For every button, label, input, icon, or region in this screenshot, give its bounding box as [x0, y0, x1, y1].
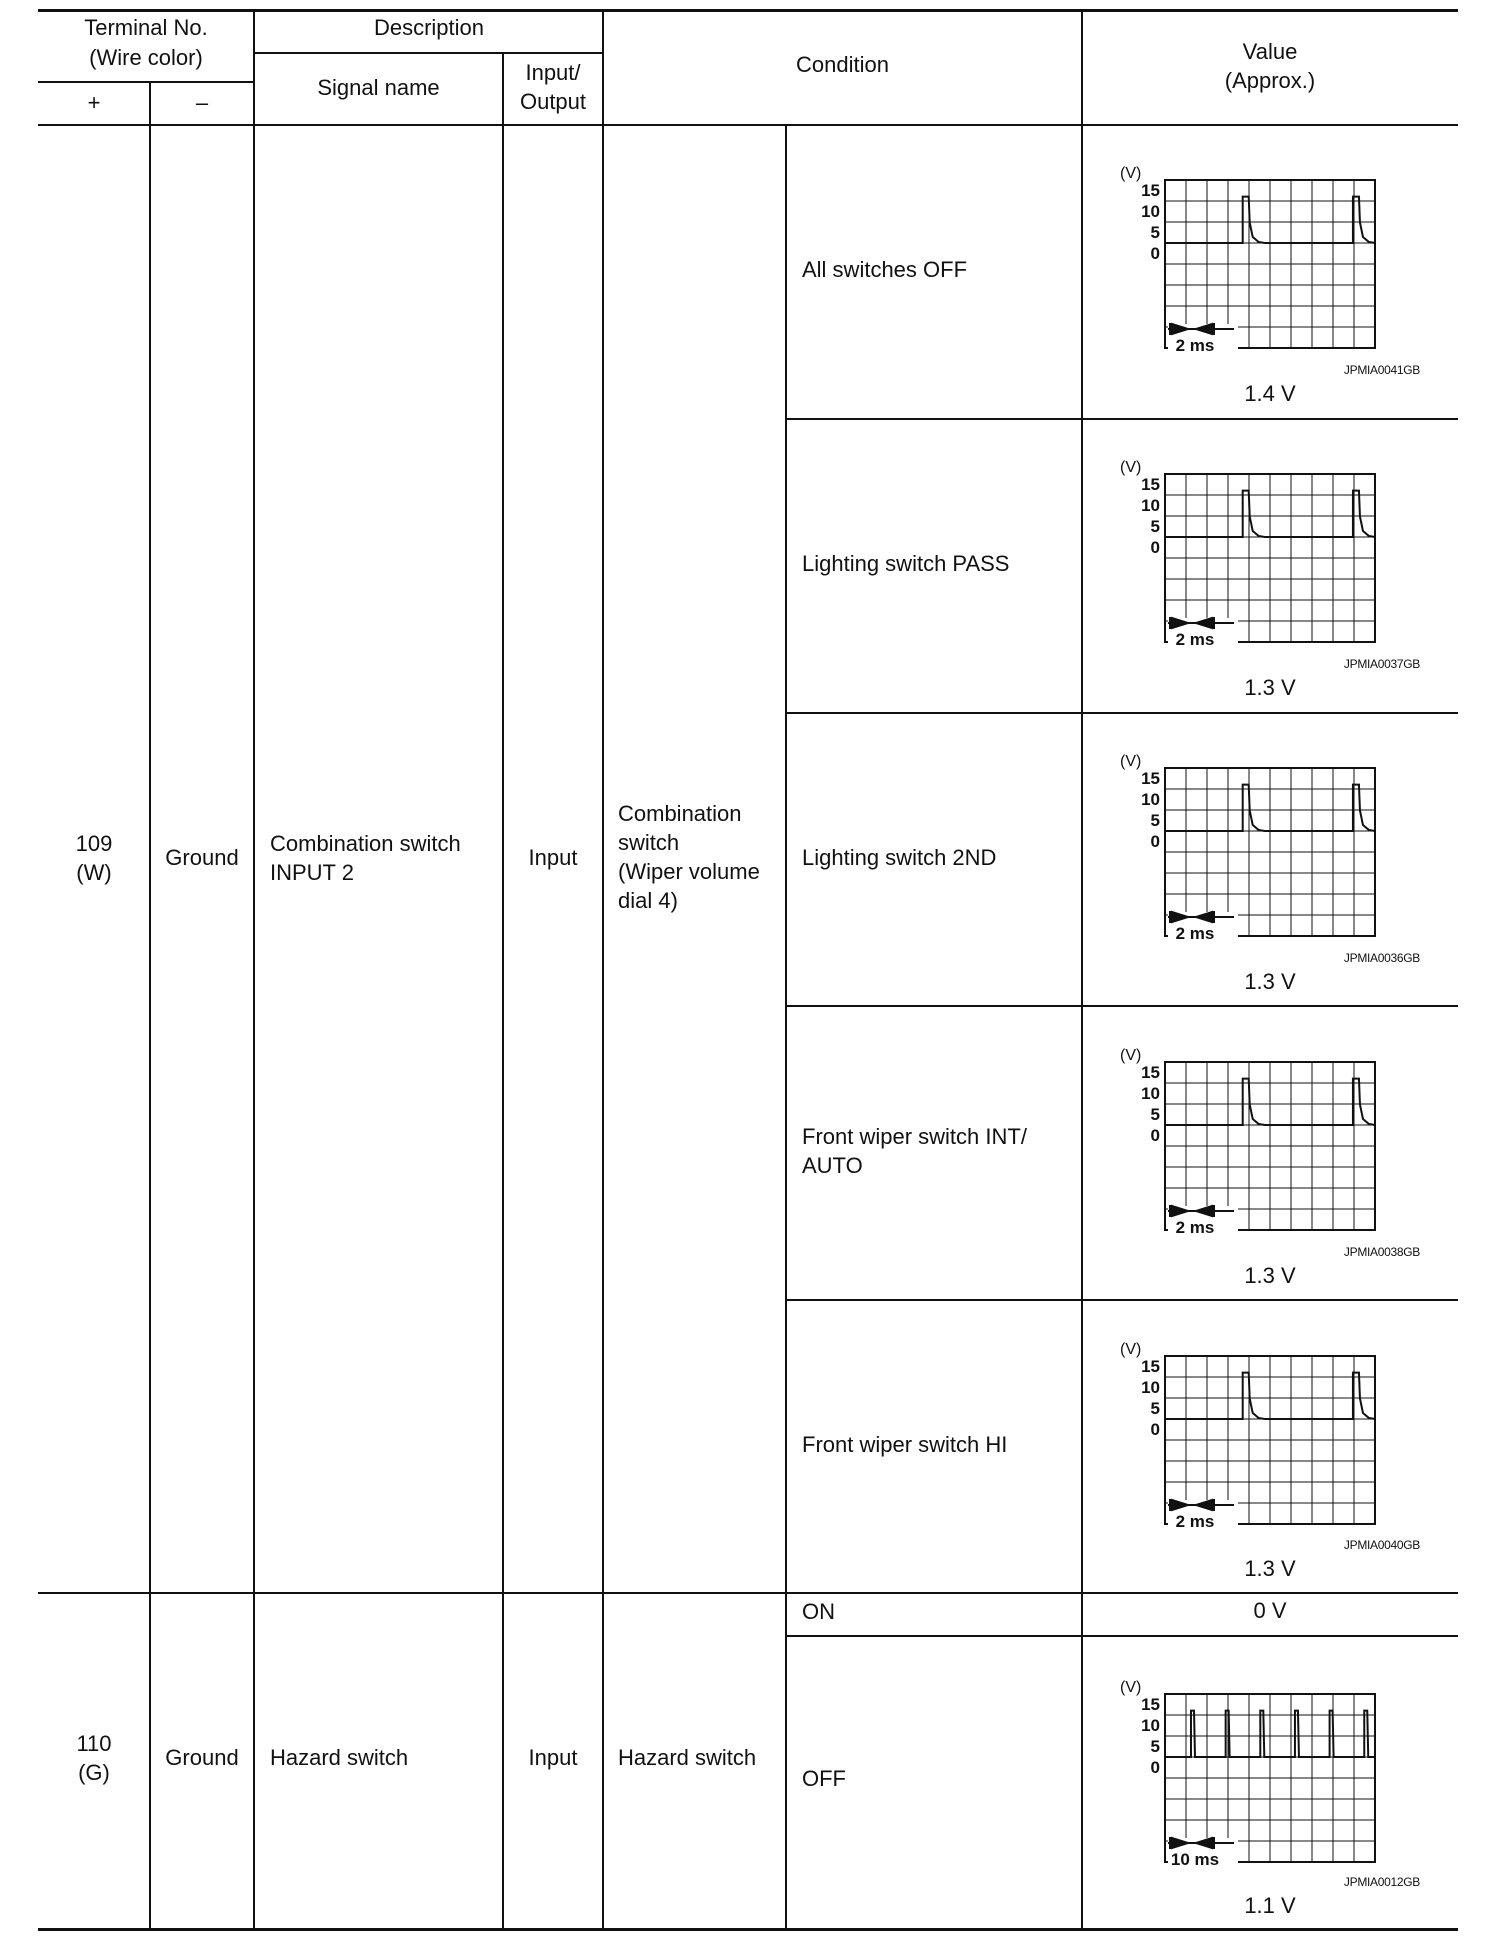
terminal-109-io: Input	[528, 845, 578, 870]
figure-code: JPMIA0036GB	[1343, 951, 1420, 965]
scope-front-wiper-hi	[1120, 1341, 1385, 1536]
terminal-109-signal-line1: Combination switch	[270, 831, 461, 856]
header-wire-color: (Wire color)	[89, 45, 203, 70]
state-hazard-on: ON	[802, 1599, 835, 1624]
rule-bottom	[38, 1928, 1458, 1931]
scope-tick-label: 0	[1150, 244, 1160, 263]
terminal-110-minus: Ground	[165, 1745, 239, 1770]
value-hazard-off: 1.1 V	[1244, 1893, 1296, 1918]
terminal-110-number: 110	[76, 1731, 112, 1756]
terminal-109-condition-line1: Combination	[618, 801, 742, 826]
terminal-109-condition-line4: dial 4)	[618, 888, 678, 913]
terminal-109-condition-line2: switch	[618, 830, 680, 855]
state-hazard-off: OFF	[802, 1766, 846, 1791]
scope-tick-label: 10	[1141, 1084, 1160, 1103]
header-output: Output	[519, 89, 587, 114]
scope-scale-label: 10 ms	[1170, 1850, 1220, 1869]
scope-unit-label: (V)	[1120, 1341, 1142, 1358]
scope-tick-label: 10	[1141, 202, 1160, 221]
header-plus: +	[87, 90, 101, 115]
scope-tick-label: 10	[1141, 1716, 1160, 1735]
terminal-110-signal: Hazard switch	[270, 1745, 409, 1770]
scope-tick-label: 5	[1150, 517, 1160, 536]
state-front-wiper-int-line1: Front wiper switch INT/	[802, 1124, 1027, 1149]
scope-tick-label: 15	[1141, 1695, 1160, 1714]
scope-tick-label: 0	[1150, 1758, 1160, 1777]
scope-scale-label: 2 ms	[1175, 1218, 1215, 1237]
scope-tick-label: 5	[1150, 1105, 1160, 1124]
header-terminal-no: Terminal No.	[84, 15, 208, 40]
scope-lighting-2nd	[1120, 753, 1385, 948]
figure-code: JPMIA0041GB	[1343, 363, 1420, 377]
scope-tick-label: 0	[1150, 832, 1160, 851]
col-line-subcondition	[785, 124, 787, 1928]
header-minus: –	[195, 90, 209, 115]
scope-tick-label: 0	[1150, 538, 1160, 557]
figure-code: JPMIA0038GB	[1343, 1245, 1420, 1259]
value-all-switches-off: 1.4 V	[1244, 381, 1296, 406]
header-signal-name: Signal name	[317, 75, 440, 100]
rule-header-desc	[254, 52, 604, 54]
scope-tick-label: 10	[1141, 496, 1160, 515]
header-condition: Condition	[796, 52, 889, 77]
scope-lighting-pass	[1120, 459, 1385, 654]
scope-tick-label: 5	[1150, 1399, 1160, 1418]
scope-tick-label: 5	[1150, 1737, 1160, 1756]
rule-header-bottom	[38, 124, 1458, 126]
terminal-109-signal-line2: INPUT 2	[270, 860, 354, 885]
figure-code: JPMIA0012GB	[1343, 1875, 1420, 1889]
scope-tick-label: 15	[1141, 181, 1160, 200]
value-hazard-on: 0 V	[1253, 1598, 1287, 1623]
scope-tick-label: 15	[1141, 1063, 1160, 1082]
value-front-wiper-int: 1.3 V	[1244, 1263, 1296, 1288]
scope-svg	[1120, 753, 1385, 948]
value-lighting-2nd: 1.3 V	[1244, 969, 1296, 994]
terminal-109-minus: Ground	[165, 845, 239, 870]
scope-unit-label: (V)	[1120, 459, 1142, 476]
rule-header-terminal	[38, 81, 254, 83]
scope-scale-label: 2 ms	[1175, 336, 1215, 355]
rule-sub-3	[786, 1005, 1458, 1007]
scope-tick-label: 0	[1150, 1420, 1160, 1439]
scope-svg	[1120, 1341, 1385, 1536]
rule-sub-4	[786, 1299, 1458, 1301]
rule-sub-on-off	[786, 1635, 1458, 1637]
scope-all-switches-off	[1120, 165, 1385, 360]
state-lighting-2nd: Lighting switch 2ND	[802, 845, 997, 870]
scope-svg	[1120, 459, 1385, 654]
scope-tick-label: 10	[1141, 1378, 1160, 1397]
scope-tick-label: 5	[1150, 811, 1160, 830]
scope-svg	[1120, 1047, 1385, 1242]
value-lighting-pass: 1.3 V	[1244, 675, 1296, 700]
terminal-109-number: 109	[75, 831, 113, 856]
figure-code: JPMIA0037GB	[1343, 657, 1420, 671]
scope-unit-label: (V)	[1120, 753, 1142, 770]
value-front-wiper-hi: 1.3 V	[1244, 1556, 1296, 1581]
rule-row-109-110	[38, 1592, 1458, 1594]
scope-scale-label: 2 ms	[1175, 1512, 1215, 1531]
col-line-condition	[602, 10, 604, 1928]
scope-tick-label: 15	[1141, 475, 1160, 494]
scope-unit-label: (V)	[1120, 165, 1142, 182]
header-description: Description	[373, 15, 485, 40]
scope-scale-label: 2 ms	[1175, 924, 1215, 943]
state-lighting-pass: Lighting switch PASS	[802, 551, 1010, 576]
terminal-109-wire: (W)	[76, 860, 112, 885]
scope-tick-label: 15	[1141, 1357, 1160, 1376]
header-approx: (Approx.)	[1224, 68, 1316, 93]
scope-scale-label: 2 ms	[1175, 630, 1215, 649]
rule-sub-2	[786, 712, 1458, 714]
figure-code: JPMIA0040GB	[1343, 1538, 1420, 1552]
terminal-110-wire: (G)	[78, 1760, 110, 1785]
scope-tick-label: 10	[1141, 790, 1160, 809]
scope-front-wiper-int	[1120, 1047, 1385, 1242]
scope-hazard-off	[1120, 1679, 1385, 1874]
state-front-wiper-int-line2: AUTO	[802, 1153, 863, 1178]
col-line-io	[502, 52, 504, 1928]
col-line-minus	[149, 81, 151, 1928]
scope-tick-label: 15	[1141, 769, 1160, 788]
state-all-switches-off: All switches OFF	[802, 257, 968, 282]
col-line-desc	[253, 10, 255, 1928]
rule-sub-1	[786, 418, 1458, 420]
scope-tick-label: 0	[1150, 1126, 1160, 1145]
terminal-110-condition: Hazard switch	[618, 1745, 757, 1770]
terminal-110-io: Input	[528, 1745, 578, 1770]
scope-tick-label: 5	[1150, 223, 1160, 242]
rule-top	[38, 9, 1458, 12]
scope-unit-label: (V)	[1120, 1047, 1142, 1064]
scope-svg	[1120, 165, 1385, 360]
state-front-wiper-hi: Front wiper switch HI	[802, 1432, 1008, 1457]
scope-unit-label: (V)	[1120, 1679, 1142, 1696]
header-input: Input/	[525, 60, 581, 85]
header-value: Value	[1242, 39, 1298, 64]
terminal-109-condition-line3: (Wiper volume	[618, 859, 760, 884]
scope-svg	[1120, 1679, 1385, 1874]
